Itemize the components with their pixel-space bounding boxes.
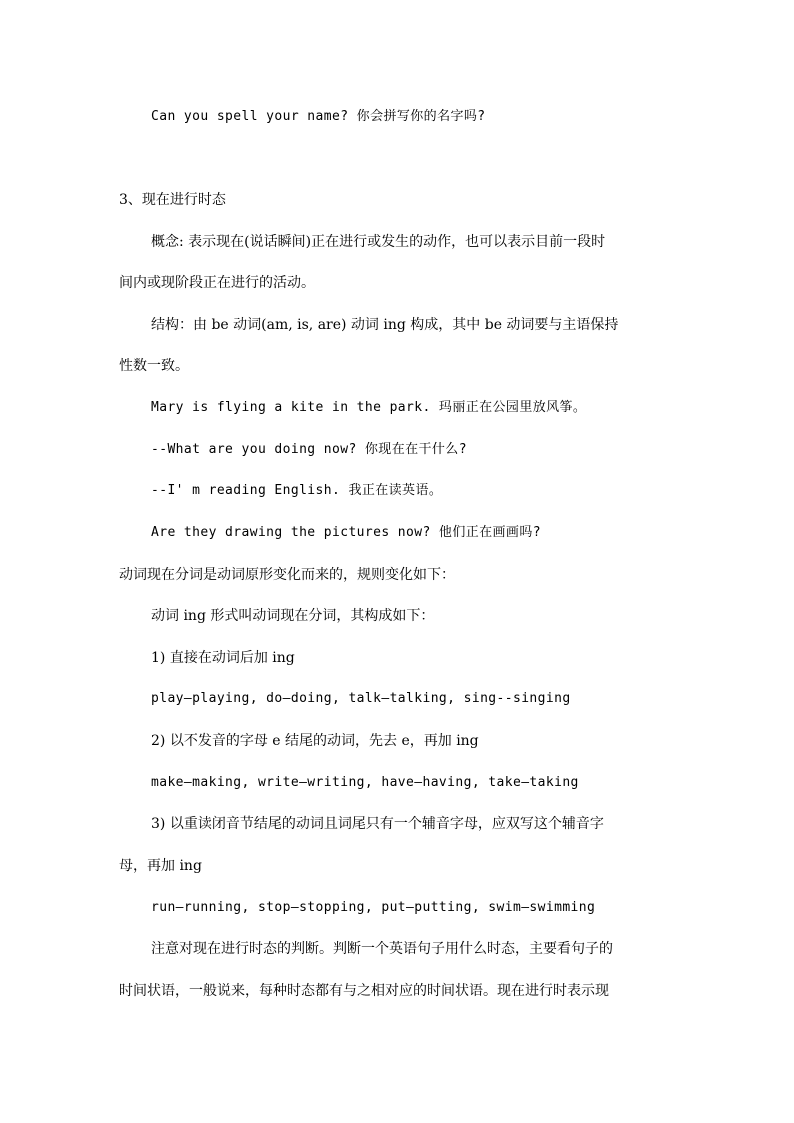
- example-sentence-1: Mary is flying a kite in the park. 玛丽正在公园里放风筝。: [151, 400, 587, 415]
- example-sentence-3: --I' m reading English. 我正在读英语。: [151, 483, 443, 498]
- rule-1: 1) 直接在动词后加 ing: [151, 650, 295, 666]
- structure-paragraph-line-1: 结构：由 be 动词(am, is, are) 动词 ing 构成，其中 be 动词要与主语保持: [151, 317, 619, 333]
- note-paragraph-line-2: 时间状语，一般说来，每种时态都有与之相对应的时间状语。现在进行时表示现: [119, 983, 609, 999]
- structure-paragraph-line-2: 性数一致。: [119, 358, 189, 374]
- rule-3-line-2: 母，再加 ing: [119, 858, 202, 874]
- example-sentence-2: --What are you doing now? 你现在在干什么?: [151, 442, 467, 457]
- note-paragraph-line-1: 注意对现在进行时态的判断。判断一个英语句子用什么时态，主要看句子的: [151, 941, 613, 957]
- participle-definition: 动词 ing 形式叫动词现在分词，其构成如下：: [151, 608, 435, 624]
- section-heading: 3、现在进行时态: [119, 192, 226, 208]
- rule-2: 2) 以不发音的字母 e 结尾的动词，先去 e，再加 ing: [151, 733, 479, 749]
- participle-intro: 动词现在分词是动词原形变化而来的，规则变化如下：: [119, 567, 455, 583]
- example-sentence-4: Are they drawing the pictures now? 他们正在画画吗?: [151, 525, 541, 540]
- rule-3-line-1: 3) 以重读闭音节结尾的动词且词尾只有一个辅音字母，应双写这个辅音字: [151, 816, 604, 832]
- example-spell-name: Can you spell your name? 你会拼写你的名字吗?: [151, 109, 486, 124]
- rule-1-examples: play—playing, do—doing, talk—talking, sing--singing: [151, 691, 571, 706]
- concept-paragraph-line-1: 概念: 表示现在(说话瞬间)正在进行或发生的动作，也可以表示目前一段时: [151, 234, 606, 250]
- concept-paragraph-line-2: 间内或现阶段正在进行的活动。: [119, 275, 315, 291]
- rule-3-examples: run—running, stop—stopping, put—putting, swim—swimming: [151, 900, 596, 915]
- rule-2-examples: make—making, write—writing, have—having, take—taking: [151, 775, 579, 790]
